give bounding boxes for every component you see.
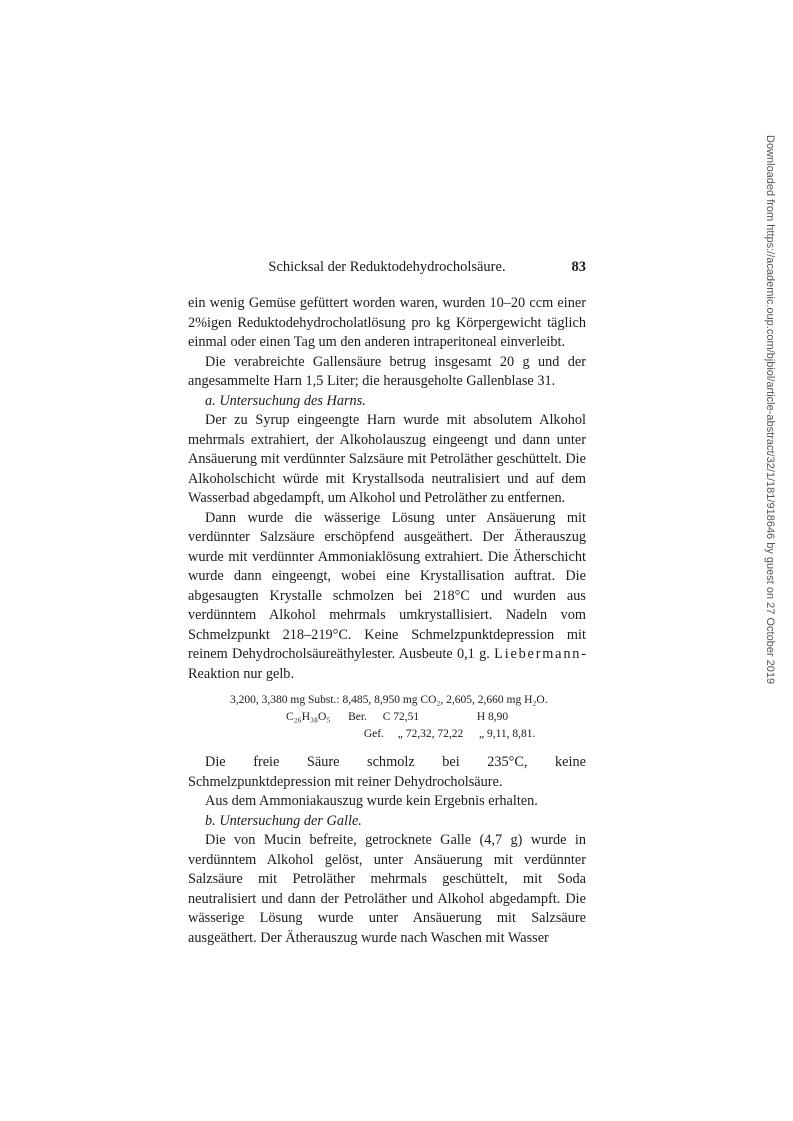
analysis-line-ber — [188, 709, 586, 726]
paragraph-4-main: Dann wurde die wässerige Lösung unter Ansäuerung mit verdünnter Salzsäure erschöpfend ausgeäthert. Der Ätherauszug wurde mit verdünnter Ammoniaklösung extrahiert. Die Ätherschicht wurde dann eingeengt, wobei eine Krystallisation auftrat. Die abgesaugten Krystalle schmolzen bei 218°C und wurden aus verdünntem Alkohol mehrmals umkrystallisiert. Nadeln vom Schmelzpunkt 218–219°C. Keine Schmelzpunktdepression mit reinem Dehydrocholsäureäthylester. Ausbeute 0,1 g. — [188, 509, 586, 662]
section-b-heading — [188, 812, 586, 832]
section-a-heading — [188, 392, 586, 412]
analysis-gef-label: Gef. — [363, 728, 384, 740]
running-title: Schicksal der Reduktodehydrocholsäure. — [268, 259, 506, 275]
body-text — [188, 294, 586, 948]
section-b-title: Untersuchung der Galle. — [219, 812, 362, 829]
liebermann-name: Liebermann — [494, 646, 582, 662]
page-header — [188, 259, 586, 281]
analysis-gef-h: „ 9,11, 8,81. — [478, 728, 536, 740]
paragraph-4 — [188, 509, 586, 685]
analysis-line-gef — [188, 726, 586, 743]
paragraph-3: Der zu Syrup eingeengte Harn wurde mit absolutem Alkohol mehrmals extrahiert, der Alkoholauszug eingeengt und dann unter Ansäuerung mit verdünnter Salzsäure mit Petroläther geschüttelt. Die Alkoholschicht würde mit Krystallsoda neutralisiert und auf dem Wasserbad abgedampft, um Alkohol und Petroläther zu entfernen. — [188, 412, 586, 506]
analysis-formula: C₂₆H₃₈O₅ — [286, 711, 331, 723]
download-watermark: Downloaded from https://academic.oup.com/bjbiol/article-abstract/32/1/181/918646 by guest on 27 October 2019 — [764, 135, 776, 685]
section-b-label: b. — [205, 812, 216, 829]
paragraph-2: Die verabreichte Gallensäure betrug insgesamt 20 g und der angesammelte Harn 1,5 Liter; die herausgeholte Gallenblase 31. — [188, 353, 586, 389]
analysis-ber-c: C 72,51 — [382, 711, 420, 723]
analysis-line-1 — [188, 692, 586, 709]
paragraph-1: ein wenig Gemüse gefüttert worden waren, wurden 10–20 ccm einer 2%igen Reduktodehydrocholatlösung pro kg Körpergewicht täglich einmal oder einen Tag um den anderen intraperitoneal einverleibt. — [188, 295, 586, 350]
analysis-substance: 3,200, 3,380 mg Subst.: 8,485, 8,950 mg CO₂, 2,605, 2,660 mg H₂O. — [230, 694, 548, 706]
analysis-ber-h: H 8,90 — [476, 711, 509, 723]
page-number: 83 — [571, 259, 586, 275]
elemental-analysis — [188, 692, 586, 743]
section-a-title: Untersuchung des Harns. — [219, 392, 366, 409]
paragraph-6: Aus dem Ammoniakauszug wurde kein Ergebnis erhalten. — [205, 793, 538, 809]
analysis-gef-c: „ 72,32, 72,22 — [397, 728, 464, 740]
paragraph-7: Die von Mucin befreite, getrocknete Galle (4,7 g) wurde in verdünntem Alkohol gelöst, unter Ansäuerung mit verdünnter Salzsäure mit Petroläther mehrmals geschüttelt, mit Soda neutralisiert und dann der Petroläther und Alkohol abgedampft. Die wässerige Lösung wurde unter Ansäuerung mit Salzsäure ausgeäthert. Der Ätherauszug wurde nach Waschen mit Wasser — [188, 832, 586, 946]
analysis-ber-label: Ber. — [348, 711, 367, 723]
paragraph-4-end: -Reaktion nur gelb. — [188, 646, 586, 682]
section-a-label: a. — [205, 392, 216, 409]
paragraph-5: Die freie Säure schmolz bei 235°C, keine Schmelzpunktdepression mit reiner Dehydrocholsäure. — [188, 754, 586, 790]
